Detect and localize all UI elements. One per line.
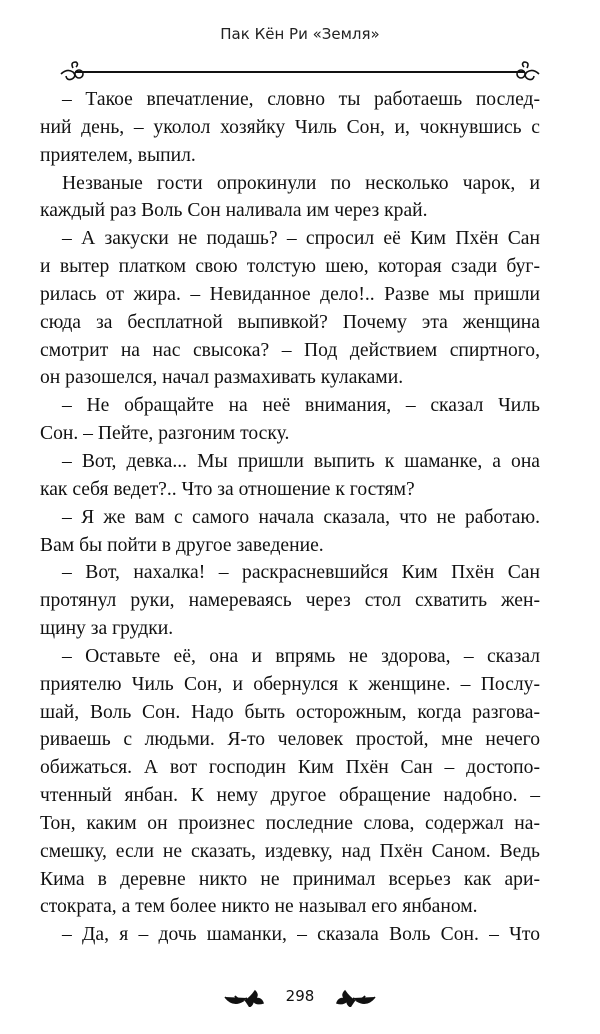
text-line: и вытер платком свою толстую шею, которая сзади буг-	[40, 256, 540, 278]
text-line: смотрит на нас свысока? – Под действием спиртного,	[40, 339, 540, 361]
text-line: – Такое впечатление, словно ты работаешь послед-	[62, 89, 540, 110]
text-line: – Оставьте её, она и впрямь не здорова, – сказал	[62, 645, 540, 667]
text-line: Кима в деревне никто не принимал всерьез как ари-	[40, 868, 540, 890]
text-line: – Я же вам с самого начала сказала, что не работаю.	[62, 506, 540, 528]
footer-flourish-left-icon	[223, 985, 273, 1007]
text-line: – Не обращайте на неё внимания, – сказал Чиль	[62, 395, 540, 417]
running-header: Пак Кён Ри «Земля»	[220, 25, 380, 43]
text-line: протянул руки, намереваясь через стол схватить жен-	[40, 590, 540, 612]
text-line: Сон. – Пейте, разгоним тоску.	[40, 423, 290, 445]
text-line: Вам бы пойти в другое заведение.	[40, 534, 324, 556]
text-line: – Вот, девка... Мы пришли выпить к шаманке, а она	[62, 450, 540, 472]
text-line: ний день, – уколол хозяйку Чиль Сон, и, чокнувшись с	[40, 116, 540, 138]
text-line: – Да, я – дочь шаманки, – сказала Воль Сон. – Что	[62, 924, 540, 946]
text-line: шай, Воль Сон. Надо быть осторожным, когда разгова-	[40, 701, 540, 723]
text-line: смешку, если не сказать, издевку, над Пхён Саном. Ведь	[40, 840, 540, 862]
footer-flourish-right-icon	[327, 985, 377, 1007]
page-body-text	[40, 86, 540, 949]
text-line: каждый раз Воль Сон наливала им через край.	[40, 200, 428, 222]
text-line: приятелем, выпил.	[40, 144, 196, 166]
text-line: он разошелся, начал размахивать кулаками.	[40, 367, 404, 389]
text-line: приятелю Чиль Сон, и обернулся к женщине. – Послу-	[40, 673, 540, 695]
header-ornament-rule	[55, 60, 545, 82]
text-line: чтенный янбан. К нему другое обращение надобно. –	[40, 785, 540, 807]
text-line: как себя ведет?.. Что за отношение к гостям?	[40, 478, 415, 500]
page-number: 298	[285, 986, 315, 1005]
flourish-left-icon	[61, 62, 83, 80]
text-line: сюда за бесплатной выпивкой? Почему эта женщина	[40, 311, 540, 333]
text-line: щину за грудки.	[40, 618, 174, 640]
text-line: стократа, а тем более никто не называл его янбаном.	[40, 896, 478, 918]
text-line: риваешь с людьми. Я-то человек простой, мне нечего	[40, 729, 540, 751]
text-line: Тон, каким он произнес последние слова, содержал на-	[40, 812, 540, 834]
text-line: Незваные гости опрокинули по несколько чарок, и	[62, 172, 540, 194]
text-line: – Вот, нахалка! – раскрасневшийся Ким Пхён Сан	[62, 562, 540, 584]
page-footer	[0, 985, 600, 1007]
flourish-right-icon	[517, 62, 539, 80]
text-line: – А закуски не подашь? – спросил её Ким Пхён Сан	[62, 228, 540, 250]
text-line: обижаться. А вот господин Ким Пхён Сан – достопо-	[40, 757, 540, 779]
text-line: рилась от жира. – Невиданное дело!.. Разве мы пришли	[40, 283, 540, 305]
